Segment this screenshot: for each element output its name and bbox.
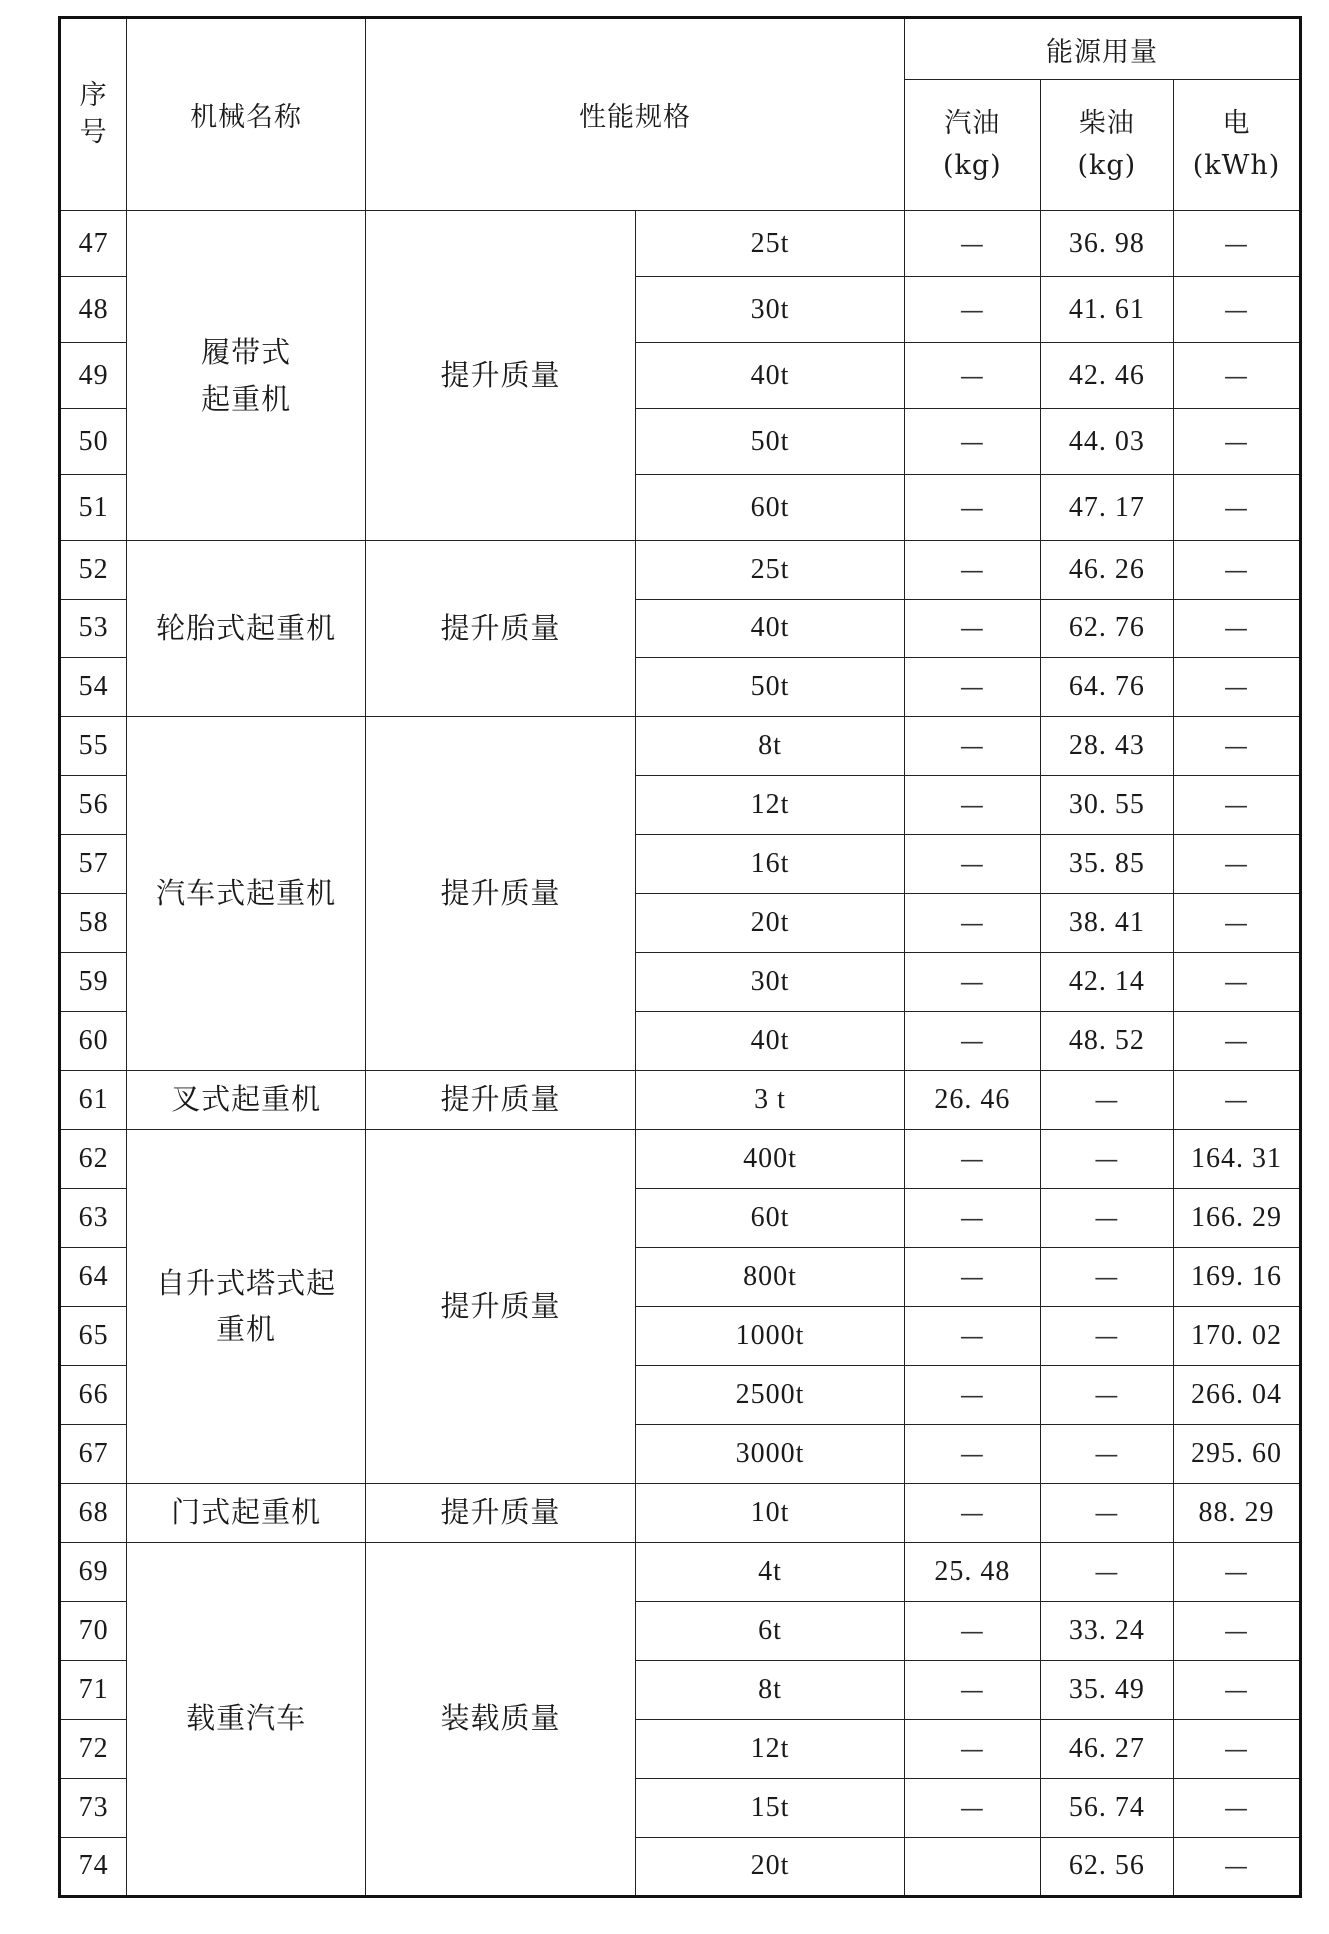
row-seq: 49 <box>60 343 127 409</box>
header-gasoline <box>905 80 1041 211</box>
row-capacity: 15t <box>636 1778 905 1837</box>
row-diesel: 33. 24 <box>1040 1601 1173 1660</box>
row-diesel: 38. 41 <box>1040 893 1173 952</box>
row-gasoline: 25. 48 <box>905 1542 1041 1601</box>
row-seq: 60 <box>60 1011 127 1070</box>
row-capacity: 8t <box>636 1660 905 1719</box>
header-machine-name: 机械名称 <box>127 18 366 211</box>
row-capacity: 12t <box>636 1719 905 1778</box>
row-electricity: — <box>1174 1601 1301 1660</box>
row-diesel: — <box>1040 1542 1173 1601</box>
row-electricity: — <box>1174 658 1301 717</box>
row-capacity: 12t <box>636 775 905 834</box>
row-gasoline: — <box>905 541 1041 600</box>
row-capacity: 50t <box>636 409 905 475</box>
row-seq: 74 <box>60 1837 127 1896</box>
machine-name-cell <box>127 1129 366 1483</box>
table-row <box>60 1542 1301 1601</box>
row-gasoline: — <box>905 1306 1041 1365</box>
performance-spec: 提升质量 <box>365 541 635 717</box>
row-gasoline: — <box>905 1424 1041 1483</box>
row-diesel: 28. 43 <box>1040 716 1173 775</box>
row-gasoline: — <box>905 1129 1041 1188</box>
row-seq: 54 <box>60 658 127 717</box>
row-diesel: 64. 76 <box>1040 658 1173 717</box>
row-gasoline: — <box>905 599 1041 658</box>
row-diesel: 42. 14 <box>1040 952 1173 1011</box>
row-diesel: 48. 52 <box>1040 1011 1173 1070</box>
row-diesel: — <box>1040 1424 1173 1483</box>
row-seq: 59 <box>60 952 127 1011</box>
row-capacity: 3000t <box>636 1424 905 1483</box>
row-capacity: 4t <box>636 1542 905 1601</box>
row-electricity: — <box>1174 1011 1301 1070</box>
row-electricity: — <box>1174 409 1301 475</box>
row-capacity: 60t <box>636 1188 905 1247</box>
machine-name: 自升式塔式起重机 <box>156 1265 337 1346</box>
machine-name-cell <box>127 211 366 541</box>
row-capacity: 20t <box>636 1837 905 1896</box>
row-capacity: 3 t <box>636 1070 905 1129</box>
row-seq: 55 <box>60 716 127 775</box>
row-seq: 61 <box>60 1070 127 1129</box>
row-diesel: 46. 27 <box>1040 1719 1173 1778</box>
machine-name: 门式起重机 <box>171 1495 322 1530</box>
row-gasoline: — <box>905 1365 1041 1424</box>
row-electricity: 169. 16 <box>1174 1247 1301 1306</box>
row-gasoline: — <box>905 658 1041 717</box>
row-gasoline <box>905 1837 1041 1896</box>
table-row <box>60 211 1301 277</box>
machine-name: 轮胎式起重机 <box>156 611 337 646</box>
row-capacity: 25t <box>636 211 905 277</box>
header-energy-usage: 能源用量 <box>905 18 1301 80</box>
row-electricity: — <box>1174 1070 1301 1129</box>
row-seq: 48 <box>60 277 127 343</box>
row-seq: 65 <box>60 1306 127 1365</box>
row-diesel: — <box>1040 1483 1173 1542</box>
row-capacity: 2500t <box>636 1365 905 1424</box>
row-diesel: — <box>1040 1247 1173 1306</box>
row-gasoline: — <box>905 834 1041 893</box>
row-gasoline: — <box>905 475 1041 541</box>
row-gasoline: — <box>905 1719 1041 1778</box>
row-electricity: — <box>1174 1778 1301 1837</box>
machine-name-cell <box>127 541 366 717</box>
row-diesel: 35. 49 <box>1040 1660 1173 1719</box>
row-electricity: — <box>1174 1660 1301 1719</box>
machine-name: 载重汽车 <box>186 1701 307 1736</box>
row-electricity: — <box>1174 1719 1301 1778</box>
row-gasoline: — <box>905 952 1041 1011</box>
machine-name: 叉式起重机 <box>171 1082 322 1117</box>
row-gasoline: — <box>905 1483 1041 1542</box>
row-diesel: 35. 85 <box>1040 834 1173 893</box>
row-electricity: — <box>1174 716 1301 775</box>
row-seq: 47 <box>60 211 127 277</box>
row-capacity: 30t <box>636 277 905 343</box>
row-electricity: — <box>1174 343 1301 409</box>
machine-name-cell <box>127 1070 366 1129</box>
performance-spec: 提升质量 <box>365 211 635 541</box>
row-seq: 66 <box>60 1365 127 1424</box>
row-electricity: 295. 60 <box>1174 1424 1301 1483</box>
machine-name-cell <box>127 1483 366 1542</box>
row-capacity: 25t <box>636 541 905 600</box>
row-gasoline: — <box>905 277 1041 343</box>
row-capacity: 30t <box>636 952 905 1011</box>
performance-spec: 提升质量 <box>365 1070 635 1129</box>
performance-spec: 提升质量 <box>365 716 635 1070</box>
header-electricity-unit: (kWh) <box>1192 150 1281 181</box>
machine-name: 履带式起重机 <box>201 335 292 416</box>
machine-name-cell <box>127 1542 366 1896</box>
row-diesel: 62. 56 <box>1040 1837 1173 1896</box>
row-diesel: 44. 03 <box>1040 409 1173 475</box>
table-row <box>60 1129 1301 1188</box>
row-gasoline: — <box>905 893 1041 952</box>
row-electricity: 88. 29 <box>1174 1483 1301 1542</box>
row-capacity: 16t <box>636 834 905 893</box>
row-diesel: 36. 98 <box>1040 211 1173 277</box>
row-seq: 58 <box>60 893 127 952</box>
row-seq: 64 <box>60 1247 127 1306</box>
row-diesel: — <box>1040 1365 1173 1424</box>
row-diesel: — <box>1040 1070 1173 1129</box>
row-capacity: 800t <box>636 1247 905 1306</box>
row-gasoline: 26. 46 <box>905 1070 1041 1129</box>
row-seq: 57 <box>60 834 127 893</box>
row-capacity: 6t <box>636 1601 905 1660</box>
row-diesel: 62. 76 <box>1040 599 1173 658</box>
header-electricity <box>1174 80 1301 211</box>
row-gasoline: — <box>905 1011 1041 1070</box>
row-seq: 73 <box>60 1778 127 1837</box>
performance-spec: 装载质量 <box>365 1542 635 1896</box>
row-gasoline: — <box>905 1778 1041 1837</box>
row-seq: 67 <box>60 1424 127 1483</box>
row-diesel: 47. 17 <box>1040 475 1173 541</box>
row-seq: 51 <box>60 475 127 541</box>
row-seq: 50 <box>60 409 127 475</box>
header-electricity-label: 电 <box>1222 108 1251 140</box>
energy-usage-table <box>58 16 1302 1898</box>
table-body <box>60 211 1301 1897</box>
row-diesel: 56. 74 <box>1040 1778 1173 1837</box>
row-capacity: 50t <box>636 658 905 717</box>
row-gasoline: — <box>905 716 1041 775</box>
performance-spec: 提升质量 <box>365 1129 635 1483</box>
row-seq: 63 <box>60 1188 127 1247</box>
row-diesel: 41. 61 <box>1040 277 1173 343</box>
row-gasoline: — <box>905 1601 1041 1660</box>
header-diesel-label: 柴油 <box>1078 108 1135 140</box>
row-electricity: — <box>1174 1542 1301 1601</box>
row-electricity: — <box>1174 541 1301 600</box>
row-electricity: 266. 04 <box>1174 1365 1301 1424</box>
header-gasoline-unit: (kg) <box>942 150 1002 181</box>
row-gasoline: — <box>905 211 1041 277</box>
row-electricity: — <box>1174 893 1301 952</box>
row-electricity: — <box>1174 834 1301 893</box>
row-electricity: — <box>1174 599 1301 658</box>
row-seq: 69 <box>60 1542 127 1601</box>
row-seq: 71 <box>60 1660 127 1719</box>
performance-spec: 提升质量 <box>365 1483 635 1542</box>
row-electricity: — <box>1174 775 1301 834</box>
row-capacity: 40t <box>636 599 905 658</box>
row-diesel: — <box>1040 1306 1173 1365</box>
table-row <box>60 541 1301 600</box>
row-electricity: 170. 02 <box>1174 1306 1301 1365</box>
machine-name: 汽车式起重机 <box>156 875 337 910</box>
row-capacity: 60t <box>636 475 905 541</box>
row-electricity: — <box>1174 277 1301 343</box>
header-gasoline-label: 汽油 <box>944 108 1001 140</box>
row-seq: 70 <box>60 1601 127 1660</box>
header-seq: 序号 <box>60 18 127 211</box>
row-gasoline: — <box>905 409 1041 475</box>
row-capacity: 40t <box>636 1011 905 1070</box>
row-electricity: — <box>1174 475 1301 541</box>
machine-name-cell <box>127 716 366 1070</box>
row-capacity: 400t <box>636 1129 905 1188</box>
row-electricity: — <box>1174 952 1301 1011</box>
row-diesel: 46. 26 <box>1040 541 1173 600</box>
row-capacity: 1000t <box>636 1306 905 1365</box>
row-diesel: 42. 46 <box>1040 343 1173 409</box>
row-diesel: — <box>1040 1129 1173 1188</box>
row-seq: 68 <box>60 1483 127 1542</box>
row-diesel: — <box>1040 1188 1173 1247</box>
row-capacity: 40t <box>636 343 905 409</box>
row-gasoline: — <box>905 1188 1041 1247</box>
row-seq: 53 <box>60 599 127 658</box>
row-gasoline: — <box>905 343 1041 409</box>
row-seq: 52 <box>60 541 127 600</box>
header-diesel <box>1040 80 1173 211</box>
header-performance-spec: 性能规格 <box>365 18 904 211</box>
energy-usage-table-page <box>58 16 1302 1898</box>
row-electricity: 166. 29 <box>1174 1188 1301 1247</box>
row-seq: 62 <box>60 1129 127 1188</box>
row-seq: 56 <box>60 775 127 834</box>
row-capacity: 8t <box>636 716 905 775</box>
row-electricity: — <box>1174 1837 1301 1896</box>
table-row <box>60 1483 1301 1542</box>
table-row <box>60 716 1301 775</box>
row-capacity: 10t <box>636 1483 905 1542</box>
row-capacity: 20t <box>636 893 905 952</box>
row-electricity: — <box>1174 211 1301 277</box>
row-seq: 72 <box>60 1719 127 1778</box>
table-row <box>60 1070 1301 1129</box>
row-gasoline: — <box>905 1247 1041 1306</box>
header-diesel-unit: (kg) <box>1077 150 1137 181</box>
row-diesel: 30. 55 <box>1040 775 1173 834</box>
row-gasoline: — <box>905 1660 1041 1719</box>
row-electricity: 164. 31 <box>1174 1129 1301 1188</box>
row-gasoline: — <box>905 775 1041 834</box>
